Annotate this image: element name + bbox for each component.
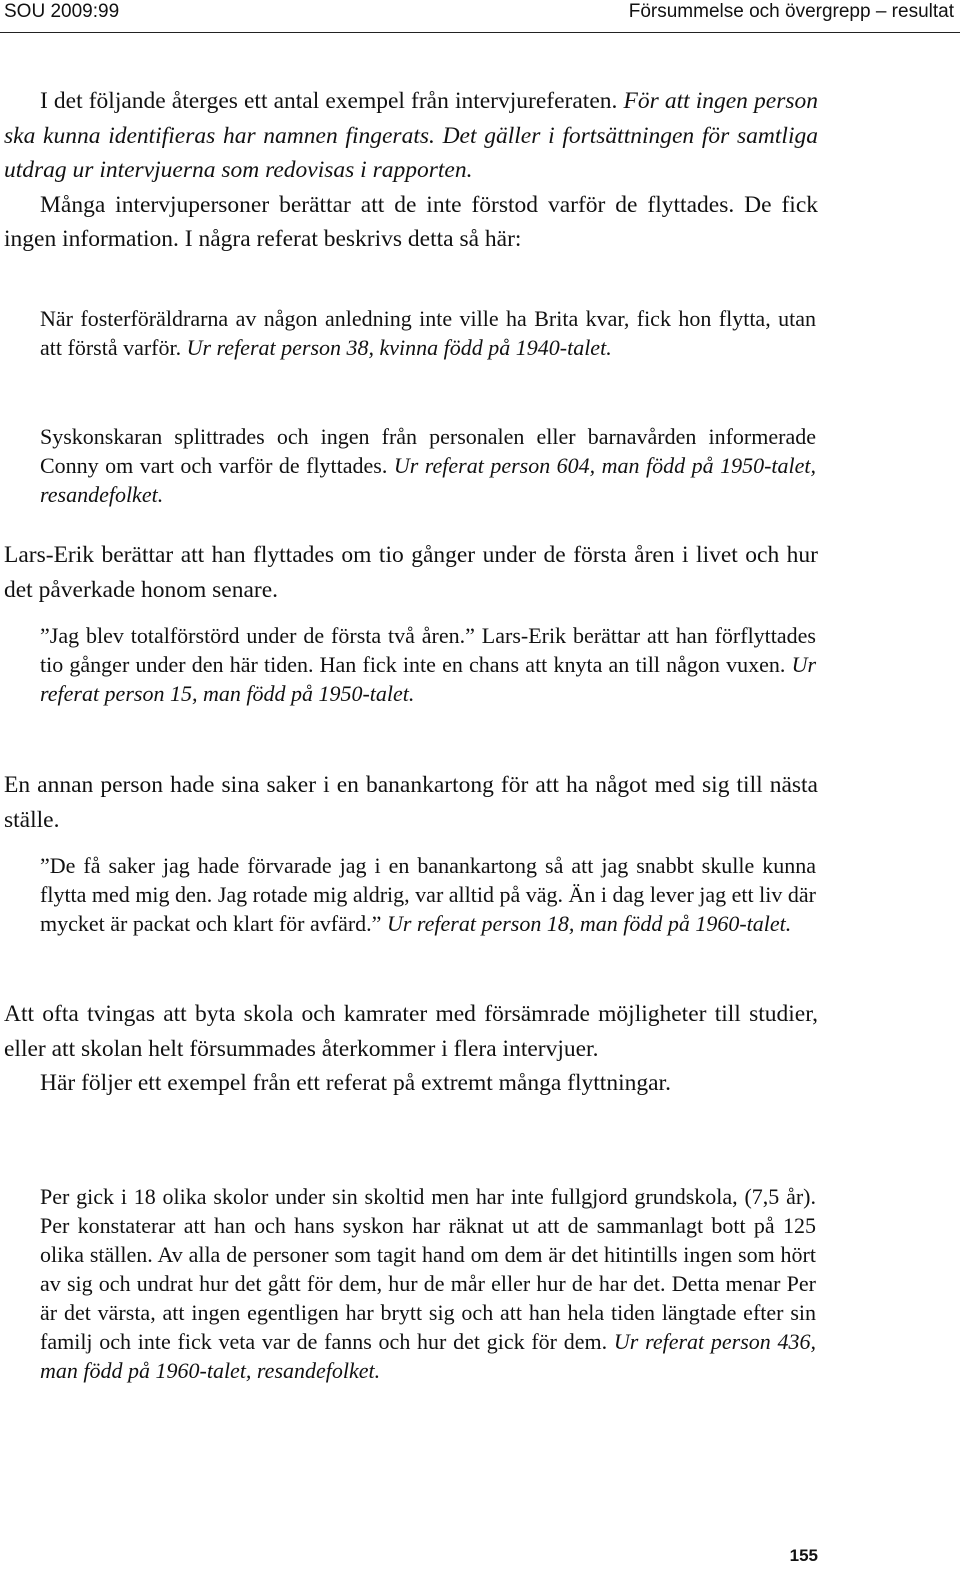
quote-block: [40, 851, 816, 938]
quote-block: [40, 304, 816, 362]
running-header: [0, 0, 960, 33]
intro-section: [4, 84, 818, 257]
body-section: [4, 997, 818, 1101]
intro-paragraph: [4, 84, 818, 188]
intro-paragraph-2: Många intervjupersoner berättar att de inte förstod varför de flyttades. De fick ingen information. I några referat beskrivs detta så här:: [4, 191, 818, 252]
quote-text: ”De få saker jag hade förvarade jag i en banankartong så att jag snabbt skulle kunna flytta med mig den. Jag rotade mig aldrig, var alltid på väg. Än i dag lever jag ett liv där mycket är packat och klart för avfärd.”: [40, 853, 816, 936]
body-paragraph: Att ofta tvingas att byta skola och kamrater med försämrade möjligheter till studier, eller att skolan helt försummades återkommer i flera intervjuer.: [4, 1001, 818, 1062]
quote-text: När fosterföräldrarna av någon anledning inte ville ha Brita kvar, fick hon flytta, utan att förstå varför.: [40, 306, 816, 360]
quote-text: ”Jag blev totalförstörd under de första två åren.” Lars-Erik berättar att han förflyttades tio gånger under den här tiden. Han fick inte en chans att knyta an till någon vuxen.: [40, 623, 816, 677]
quote-block: [40, 422, 816, 509]
body-paragraph: En annan person hade sina saker i en banankartong för att ha något med sig till nästa ställe.: [4, 772, 818, 833]
quote-text: Syskonskaran splittrades och ingen från personalen eller barnavården informerade Conny om vart och varför de flyttades.: [40, 424, 816, 478]
intro-text: I det följande återges ett antal exempel från intervjureferaten.: [40, 88, 618, 114]
quote-source: Ur referat person 38, kvinna född på 1940-talet.: [186, 335, 612, 360]
quote-source: Ur referat person 436, man född på 1960-talet, resandefolket.: [40, 1329, 817, 1383]
section-title: Försummelse och övergrepp – resultat: [628, 1, 954, 22]
body-paragraph: Här följer ett exempel från ett referat på extremt många flyttningar.: [40, 1070, 671, 1096]
quote-source: Ur referat person 604, man född på 1950-talet, resandefolket.: [40, 453, 817, 507]
intro-italic-note: För att ingen person ska kunna identifieras har namnen fingerats. Det gäller i fortsättningen för samtliga utdrag ur intervjuerna som redovisas i rapporten.: [4, 88, 818, 183]
quote-text: Per gick i 18 olika skolor under sin skoltid men har inte fullgjord grundskola, (7,5 år). Per konstaterar att han och hans syskon har räknat ut att de sammanlagt bott på 125 olika ställen. Av alla de personer som tagit hand om dem är det hitintills ingen som hört av sig och undrat hur det gått för dem, hur de mår eller hur de har det. Detta menar Per är det värsta, att ingen egentligen har brytt sig och att han hela tiden längtade efter sin familj och inte fick veta var de fanns och hur det gick för dem.: [40, 1184, 816, 1354]
page-number: 155: [789, 1546, 818, 1565]
report-id: SOU 2009:99: [4, 1, 120, 22]
body-paragraph: Lars-Erik berättar att han flyttades om tio gånger under de första åren i livet och hur det påverkade honom senare.: [4, 542, 818, 603]
quote-source: Ur referat person 18, man född på 1960-talet.: [386, 911, 792, 936]
quote-block: [40, 1182, 816, 1385]
quote-block: [40, 621, 816, 708]
quote-source: Ur referat person 15, man född på 1950-talet.: [40, 652, 817, 706]
